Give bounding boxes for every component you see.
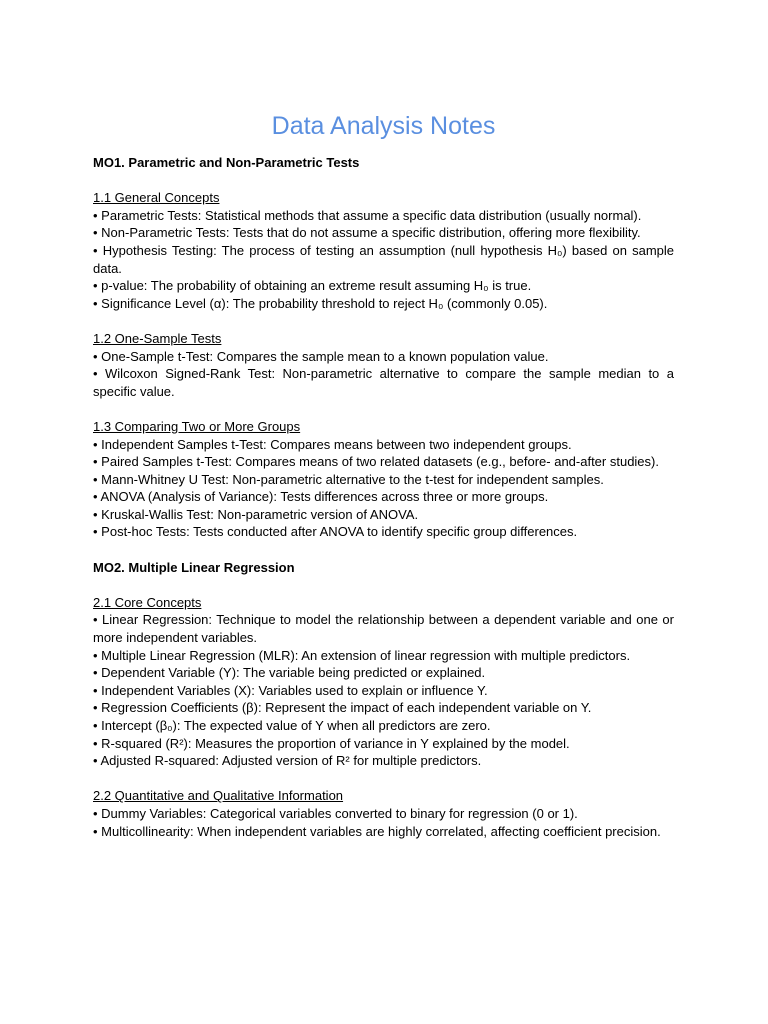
bullet-item: • Independent Samples t-Test: Compares means between two independent groups.	[93, 436, 572, 452]
bullet-item: • Parametric Tests: Statistical methods that assume a specific data distribution (usually normal).	[93, 207, 642, 223]
bullet-item: • Linear Regression: Technique to model the relationship between a dependent variable and one or more independent variables.	[93, 612, 674, 646]
bullet-item: • p-value: The probability of obtaining an extreme result assuming H₀ is true.	[93, 278, 532, 294]
document-body	[93, 154, 674, 840]
bullet-item: • R-squared (R²): Measures the proportion of variance in Y explained by the model.	[93, 735, 570, 751]
bullet-item: • Dependent Variable (Y): The variable being predicted or explained.	[93, 665, 486, 681]
bullet-item: • Hypothesis Testing: The process of testing an assumption (null hypothesis H₀) based on sample data.	[93, 242, 674, 276]
document-title: Data Analysis Notes	[271, 112, 496, 140]
bullet-item: • Adjusted R-squared: Adjusted version of R² for multiple predictors.	[93, 753, 482, 769]
bullet-item: • Kruskal-Wallis Test: Non-parametric version of ANOVA.	[93, 506, 419, 522]
subsection-title: 1.2 One-Sample Tests	[93, 330, 222, 346]
bullet-item: • Dummy Variables: Categorical variables converted to binary for regression (0 or 1).	[93, 805, 578, 821]
subsection-title: 2.1 Core Concepts	[93, 594, 202, 610]
bullet-item: • Independent Variables (X): Variables used to explain or influence Y.	[93, 682, 488, 698]
section-heading: MO2. Multiple Linear Regression	[93, 559, 295, 575]
bullet-item: • Multicollinearity: When independent variables are highly correlated, affecting coefficient precision.	[93, 823, 661, 839]
spacer	[93, 312, 674, 330]
subsection-title: 2.2 Quantitative and Qualitative Information	[93, 788, 344, 804]
bullet-item: • Multiple Linear Regression (MLR): An extension of linear regression with multiple predictors.	[93, 647, 631, 663]
bullet-item: • Paired Samples t-Test: Compares means of two related datasets (e.g., before- and-after studies).	[93, 454, 659, 470]
bullet-item: • Non-Parametric Tests: Tests that do not assume a specific distribution, offering more flexibility.	[93, 225, 641, 241]
bullet-item: • Regression Coefficients (β): Represent the impact of each independent variable on Y.	[93, 700, 592, 716]
spacer	[93, 541, 674, 559]
bullet-item: • One-Sample t-Test: Compares the sample mean to a known population value.	[93, 348, 549, 364]
spacer	[93, 576, 674, 594]
bullet-item: • ANOVA (Analysis of Variance): Tests differences across three or more groups.	[93, 489, 549, 505]
bullet-item: • Post-hoc Tests: Tests conducted after ANOVA to identify specific group differences.	[93, 524, 578, 540]
bullet-item: • Mann-Whitney U Test: Non-parametric alternative to the t-test for independent samples.	[93, 471, 604, 487]
spacer	[93, 172, 674, 190]
section-heading: MO1. Parametric and Non-Parametric Tests	[93, 155, 360, 170]
bullet-item: • Intercept (β₀): The expected value of Y when all predictors are zero.	[93, 718, 491, 733]
document-page	[93, 110, 674, 840]
bullet-item: • Significance Level (α): The probability threshold to reject H₀ (commonly 0.05).	[93, 295, 548, 311]
bullet-item: • Wilcoxon Signed-Rank Test: Non-parametric alternative to compare the sample median to a specific value.	[93, 366, 674, 399]
spacer	[93, 400, 674, 418]
spacer	[93, 770, 674, 788]
subsection-title: 1.3 Comparing Two or More Groups	[93, 418, 301, 434]
subsection-title: 1.1 General Concepts	[93, 190, 220, 206]
